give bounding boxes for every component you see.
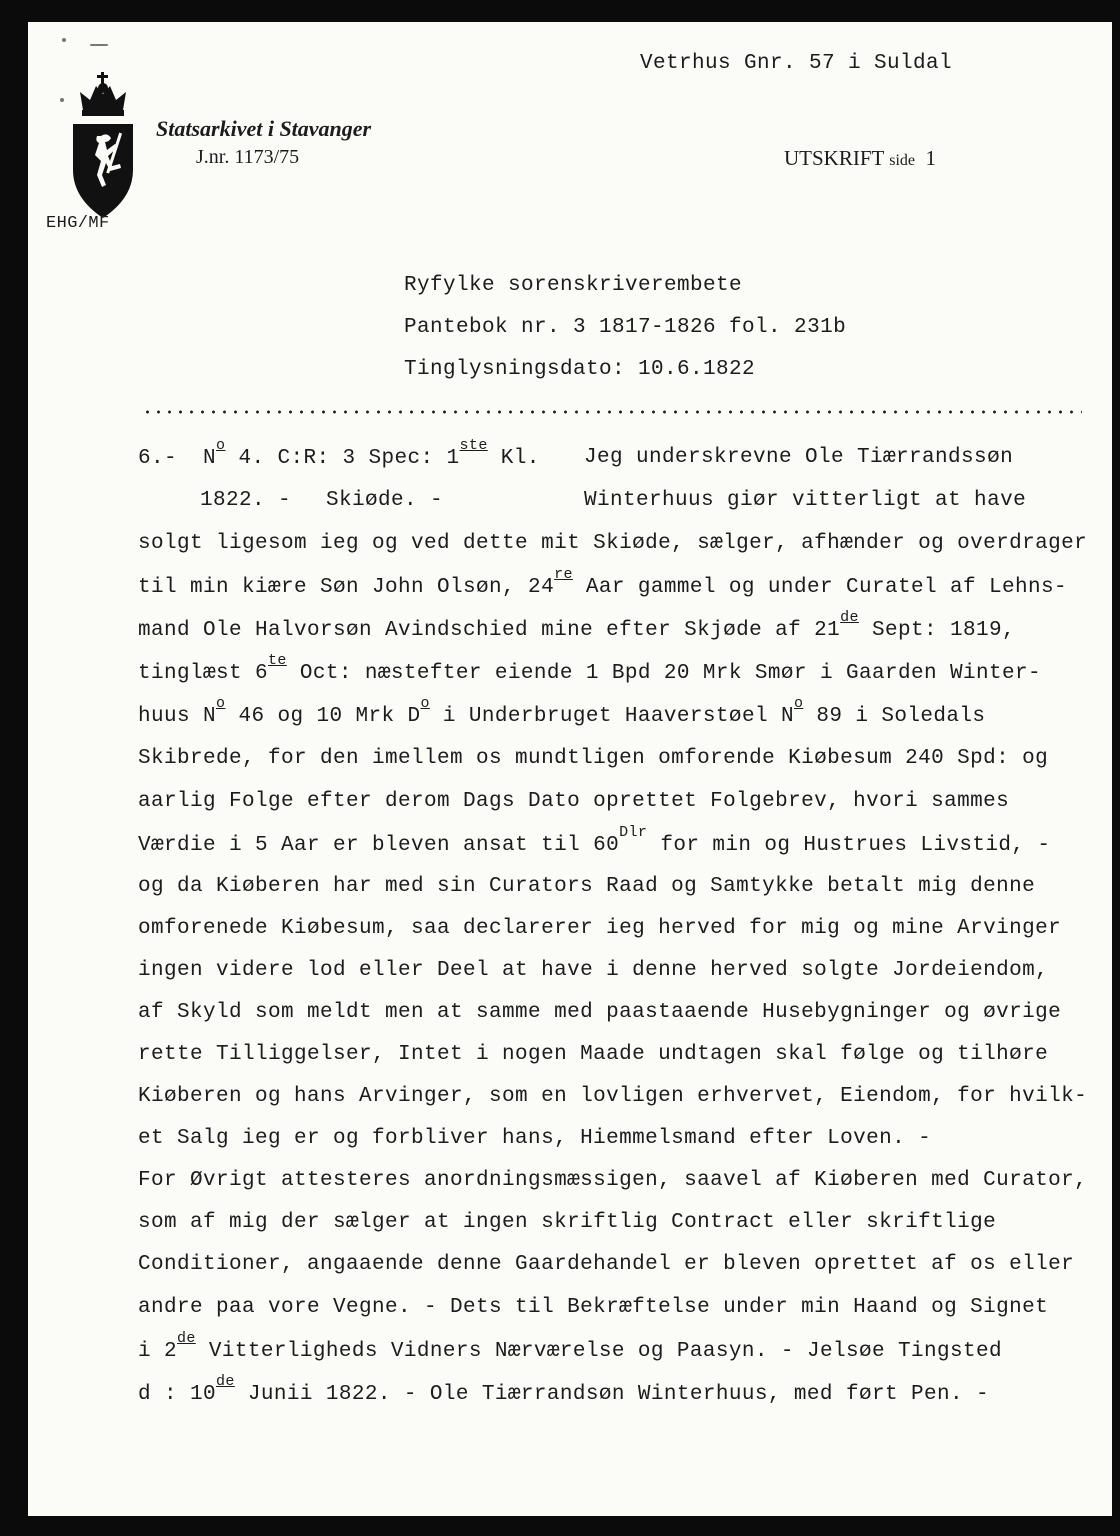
office-line: Ryfylke sorenskriverembete [404, 274, 743, 297]
text-seg: huus N [138, 705, 217, 728]
text-seg: d : 10 [138, 1383, 217, 1406]
text-sup: de [216, 1373, 235, 1390]
journal-number: J.nr. 1173/75 [196, 146, 300, 168]
entry-no-prefix: N [203, 447, 217, 470]
book-line: Pantebok nr. 3 1817-1826 fol. 231b [404, 316, 847, 339]
utskrift-heading [784, 146, 936, 171]
entry-year: 1822. - [200, 489, 292, 512]
text-line [138, 566, 1067, 599]
text-line: andre paa vore Vegne. - Dets til Bekræftelse under min Haand og Signet [138, 1296, 1049, 1319]
text-seg: Vitterligheds Vidners Nærværelse og Paasyn. - Jelsøe Tingsted [208, 1340, 1002, 1363]
text-seg: for min og Hustrues Livstid, - [660, 834, 1051, 857]
text-seg: mand Ole Halvorsøn Avindschied mine efter Skjøde af 21 [138, 619, 841, 642]
text-line: og da Kiøberen har med sin Curators Raad og Samtykke betalt mig denne [138, 875, 1036, 898]
dotted-separator [142, 410, 1082, 414]
speck [62, 38, 66, 42]
text-line [138, 609, 1015, 642]
entry-header-line [138, 437, 540, 470]
document-page [28, 22, 1112, 1516]
text-line: For Øvrigt attesteres anordningsmæssigen, saavel af Kiøberen med Curator, [138, 1169, 1088, 1192]
text-seg: i Underbruget Haaverstøel N [442, 705, 794, 728]
text-seg: i 2 [138, 1340, 178, 1363]
text-seg: Junii 1822. - Ole Tiærrandsøn Winterhuus, med ført Pen. - [247, 1383, 989, 1406]
initials: EHG/MF [46, 214, 110, 233]
entry-ste-sup: ste [459, 437, 488, 454]
text-line [138, 1373, 989, 1406]
text-sup: de [840, 609, 859, 626]
text-seg: Oct: næstefter eiende 1 Bpd 20 Mrk Smør i Gaarden Winter- [299, 662, 1041, 685]
text-seg: Værdie i 5 Aar er bleven ansat til 60 [138, 834, 620, 857]
utskrift-label: UTSKRIFT [784, 146, 884, 170]
text-line [138, 652, 1041, 685]
entry-no-sup: o [216, 437, 226, 454]
text-sup: o [216, 695, 226, 712]
text-seg: Sept: 1819, [871, 619, 1015, 642]
text-line: Winterhuus giør vitterligt at have [584, 489, 1027, 512]
text-line: Jeg underskrevne Ole Tiærrandssøn [584, 446, 1014, 469]
text-line: Kiøberen og hans Arvinger, som en lovligen erhvervet, Eiendom, for hvilk- [138, 1085, 1088, 1108]
text-line: Skibrede, for den imellem os mundtligen omforende Kiøbesum 240 Spd: og [138, 747, 1049, 770]
text-sup: o [420, 695, 430, 712]
text-sup: te [268, 652, 287, 669]
coat-of-arms-logo [68, 72, 138, 220]
side-label: side [889, 152, 915, 169]
entry-number: 6.- [138, 447, 178, 470]
speck [90, 44, 108, 46]
entry-doc-type: Skiøde. - [326, 489, 444, 512]
farm-reference: Vetrhus Gnr. 57 i Suldal [640, 52, 953, 75]
text-sup: de [177, 1330, 196, 1347]
text-line: af Skyld som meldt men at samme med paastaaende Husebygninger og øvrige [138, 1001, 1062, 1024]
text-line: omforenede Kiøbesum, saa declarerer ieg herved for mig og mine Arvinger [138, 917, 1062, 940]
text-line: Conditioner, angaaende denne Gaardehandel er bleven oprettet af os eller [138, 1253, 1075, 1276]
text-sup: Dlr [619, 824, 648, 841]
text-seg: tinglæst 6 [138, 662, 269, 685]
text-seg: 46 og 10 Mrk D [238, 705, 421, 728]
page-number: 1 [925, 146, 936, 170]
text-line: ingen videre lod eller Deel at have i denne herved solgte Jordeiendom, [138, 959, 1049, 982]
archive-name: Statsarkivet i Stavanger [156, 116, 372, 141]
text-sup: o [793, 695, 804, 712]
text-line: som af mig der sælger at ingen skriftlig Contract eller skriftlige [138, 1211, 997, 1234]
text-line: rette Tilliggelser, Intet i nogen Maade undtagen skal følge og tilhøre [138, 1043, 1049, 1066]
text-line: aarlig Folge efter derom Dags Dato oprettet Folgebrev, hvori sammes [138, 790, 1010, 813]
text-line: solgt ligesom ieg og ved dette mit Skiøde, sælger, afhænder og overdrager [138, 532, 1088, 555]
text-seg: til min kiære Søn John Olsøn, 24 [138, 576, 555, 599]
text-line [138, 695, 986, 728]
entry-kl: Kl. [500, 447, 540, 470]
text-line [138, 1330, 1002, 1363]
entry-classification: 4. C:R: 3 Spec: 1 [238, 447, 460, 470]
text-seg: Aar gammel og under Curatel af Lehns- [585, 576, 1067, 599]
text-line: et Salg ieg er og forbliver hans, Hiemmelsmand efter Loven. - [138, 1127, 932, 1150]
text-sup: re [554, 566, 573, 583]
registration-date: Tinglysningsdato: 10.6.1822 [404, 358, 756, 381]
text-line [138, 824, 1051, 857]
text-seg: 89 i Soledals [816, 705, 986, 728]
speck [60, 98, 64, 102]
